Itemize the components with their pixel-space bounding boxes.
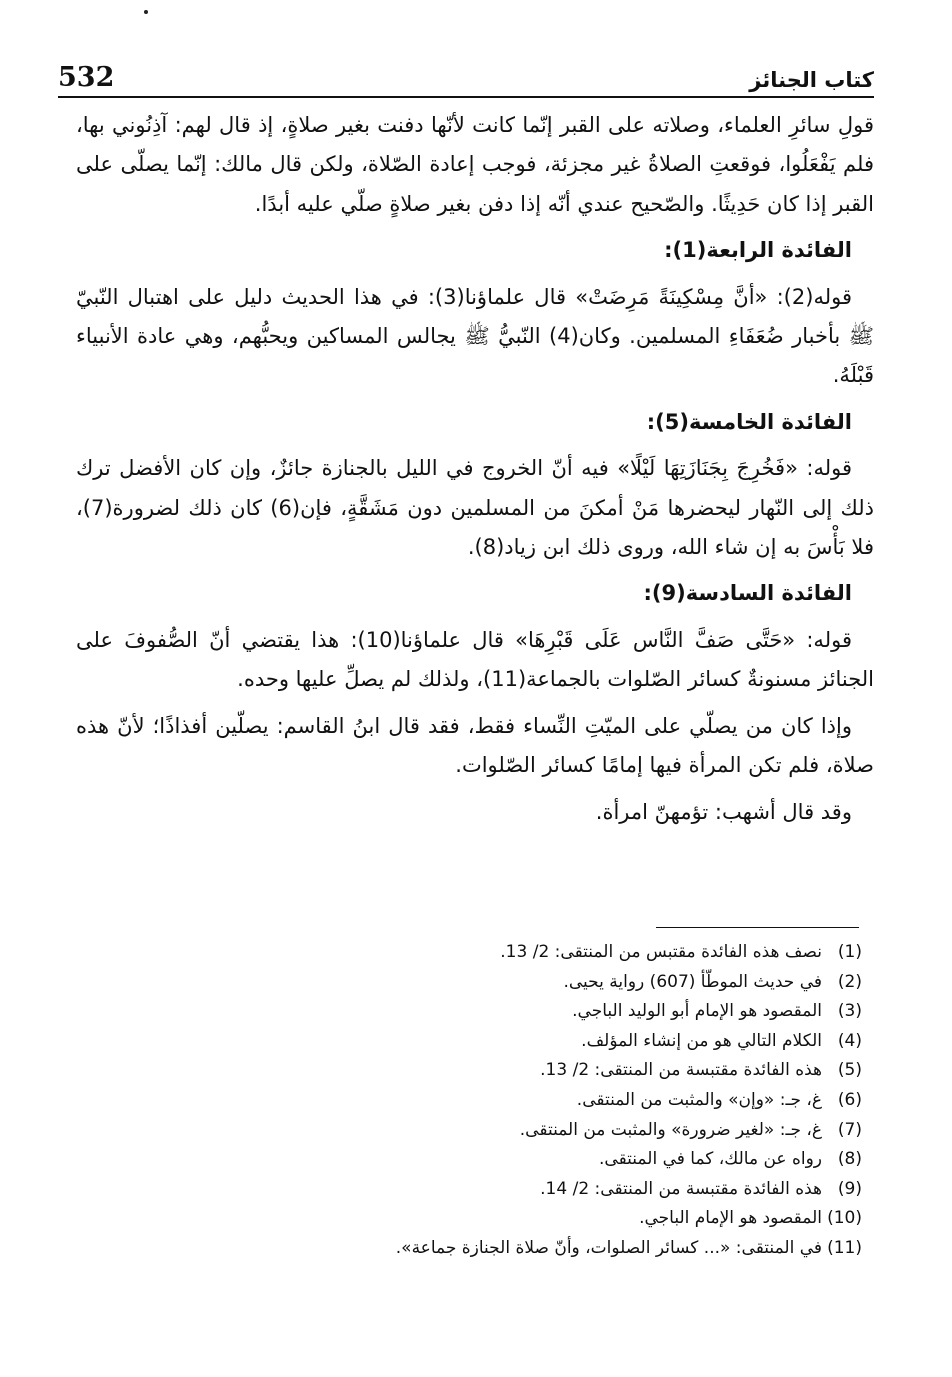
footnote-number: (11)	[827, 1237, 862, 1258]
footnote	[76, 1027, 862, 1057]
footnote-text: غ، جـ: «لغير ضرورة» والمثبت من المنتقى.	[519, 1119, 822, 1140]
footnote-number: (1)	[837, 942, 862, 962]
footnote-text: المقصود هو الإمام الباجي.	[639, 1208, 822, 1229]
footnote	[76, 997, 862, 1027]
footnote	[76, 1204, 862, 1234]
section-heading: الفائدة الخامسة(5):	[646, 409, 852, 434]
footnote-number: (10)	[827, 1208, 862, 1229]
footnote	[76, 1116, 862, 1146]
paragraph: وقد قال أشهب: تؤمهنّ امرأة.	[595, 799, 852, 824]
footnote-number: (4)	[837, 1030, 862, 1051]
footnote-text: الكلام التالي هو من إنشاء المؤلف.	[581, 1030, 822, 1051]
footnote	[76, 1086, 862, 1116]
footnote-text: نصف هذه الفائدة مقتبس من المنتقى: 2/ 13.	[500, 942, 822, 962]
footnote-number: (8)	[837, 1149, 862, 1170]
section-heading: الفائدة السادسة(9):	[643, 581, 852, 606]
footnote-number: (9)	[837, 1178, 862, 1199]
footnote-divider	[656, 927, 859, 928]
footnote-number: (5)	[837, 1060, 862, 1081]
section-heading: الفائدة الرابعة(1):	[664, 238, 852, 263]
footnote-text: في المنتقى: «... كسائر الصلوات، وأنّ صلاة الجنازة جماعة».	[395, 1237, 822, 1258]
scan-speck	[144, 10, 148, 14]
page-number: 532	[58, 62, 115, 93]
page-header	[58, 58, 874, 98]
footnote-text: رواه عن مالك، كما في المنتقى.	[599, 1149, 822, 1170]
footnote-text: المقصود هو الإمام أبو الوليد الباجي.	[572, 1001, 822, 1022]
footnote	[76, 968, 862, 998]
footnote	[76, 938, 862, 968]
paragraph: قوله: «حَتَّى صَفَّ النَّاس عَلَى قَبْرِهَا» قال علماؤنا(10): هذا يقتضي أنّ الصُّفوفَ على الجنائز مسنونةٌ كسائر الصّلوات بالجماعة(11)، ولذلك لم يصلِّ عليها وحده.	[76, 627, 874, 692]
footnote	[76, 1145, 862, 1175]
footnote-text: هذه الفائدة مقتبسة من المنتقى: 2/ 14.	[540, 1178, 822, 1199]
footnote	[76, 1175, 862, 1205]
footnote	[76, 1234, 862, 1264]
paragraph: قوله(2): «أنَّ مِسْكِينَةً مَرِضَتْ» قال علماؤنا(3): في هذا الحديث دليل على اهتبال النّبيّ ﷺ بأخبار ضُعَفَاءِ المسلمين. وكان(4) النّبيُّ ﷺ يجالس المساكين ويحبُّهم، وهي عادة الأنبياء قَبْلَهُ.	[76, 284, 874, 388]
paragraph: قولِ سائرِ العلماء، وصلاته على القبر إنّما كانت لأنّها دفنت بغير صلاةٍ، إذ قال لهم: آذِنُوني بها، فلم يَفْعَلُوا، فوقعتِ الصلاةُ غير مجزئة، فوجب إعادة الصّلاة، ولكن قال مالك: إنّما يصلّى على القبر إذا كان حَدِيثًا. والصّحيح عندي أنّه إذا دفن بغير صلاةٍ صلّي عليه أبدًا.	[76, 113, 874, 216]
footnote	[76, 1056, 862, 1086]
paragraph: وإذا كان من يصلّي على الميّتِ النِّساء فقط، فقد قال ابنُ القاسم: يصلّين أفذاذًا؛ لأنّ هذه صلاة، فلم تكن المرأة فيها إمامًا كسائر الصّلوات.	[76, 713, 874, 778]
footnote-text: غ، جـ: «وإن» والمثبت من المنتقى.	[576, 1089, 822, 1110]
footnote-number: (6)	[837, 1089, 862, 1110]
footnote-text: في حديث الموطّأ (607) رواية يحيى.	[563, 971, 822, 992]
footnotes	[76, 938, 862, 1264]
footnote-number: (7)	[837, 1119, 862, 1140]
footnote-text: هذه الفائدة مقتبسة من المنتقى: 2/ 13.	[540, 1060, 822, 1081]
footnote-number: (3)	[837, 1001, 862, 1022]
running-title: كتاب الجنائز	[749, 68, 874, 92]
paragraph: قوله: «فَخُرِجَ بِجَنَازَتِهَا لَيْلًا» فيه أنّ الخروج في الليل بالجنازة جائزٌ، وإن كان الأفضل ترك ذلك إلى النّهار ليحضرها مَنْ أمكنَ من المسلمين دون مَشَقَّةٍ، فإن(6) كان ذلك لضرورة(7)، فلا بَأْسَ به إن شاء الله، وروى ذلك ابن زياد(8).	[76, 456, 874, 560]
footnote-number: (2)	[837, 971, 862, 992]
main-text	[76, 106, 874, 839]
